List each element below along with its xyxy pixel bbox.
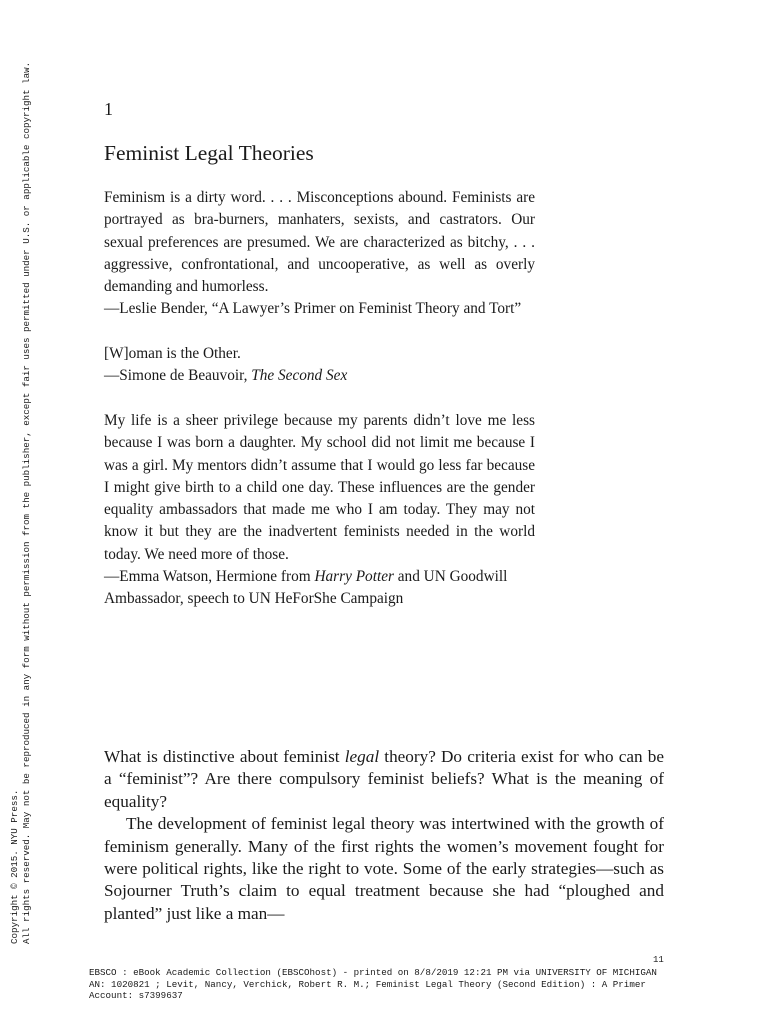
attribution-work-title: Harry Potter (314, 568, 394, 586)
attribution-author: —Emma Watson, Hermione from (104, 568, 315, 586)
footer-line-2: AN: 1020821 ; Levit, Nancy, Verchick, Robert R. M.; Feminist Legal Theory (Second Edition) : A Primer (89, 978, 646, 990)
chapter-title: Feminist Legal Theories (104, 141, 314, 165)
epigraphs (104, 187, 535, 633)
attribution-detail: and UN Goodwill Ambassador, speech to UN HeForShe Campaign (104, 568, 508, 608)
epigraph-attribution (104, 365, 535, 387)
epigraph-quote: Feminism is a dirty word. . . . Misconceptions abound. Feminists are portrayed as bra-burners, manhaters, sexists, and castrators. Our sexual preferences are presumed. We are characterized as bitchy, . . . aggressive, confrontational, and uncooperative, as well as overly demanding and humorless. (104, 189, 535, 296)
body-text-emphasis: legal (344, 747, 380, 766)
body-paragraph-1 (104, 746, 664, 813)
copyright-notice-line-2: All rights reserved. May not be reproduced in any form without permission from the publisher, except fair uses permitted under U.S. or applicable copyright law. (21, 61, 32, 944)
page-number: 11 (653, 955, 664, 965)
body-text-run: theory? Do criteria exist for who can be a “feminist”? Are there compulsory feminist beliefs? What is the meaning of equality? (104, 747, 664, 811)
body-text-run: What is distinctive about feminist (104, 747, 345, 766)
body-paragraph-2: The development of feminist legal theory was intertwined with the growth of feminism generally. Many of the first rights the women’s movement fought for were political rights, like the right to vote. Some of the early strategies—such as Sojourner Truth’s claim to equal treatment because she had “ploughed and planted” just like a man— (104, 814, 664, 923)
epigraph-attribution: —Leslie Bender, “A Lawyer’s Primer on Feminist Theory and Tort” (104, 300, 522, 318)
footer-line-1: EBSCO : eBook Academic Collection (EBSCOhost) - printed on 8/8/2019 12:21 PM via UNIVERSITY OF MICHIGAN (89, 967, 657, 978)
epigraph-watson (104, 410, 535, 611)
chapter-number: 1 (104, 99, 113, 119)
epigraph-beauvoir (104, 343, 535, 388)
epigraph-attribution (104, 566, 535, 611)
footer-line-3: Account: s7399637 (89, 990, 183, 1002)
attribution-author: —Simone de Beauvoir, (104, 367, 252, 385)
copyright-notice-line-1: Copyright © 2015. NYU Press. (9, 789, 20, 944)
epigraph-quote: [W]oman is the Other. (104, 345, 241, 363)
attribution-work-title: The Second Sex (251, 367, 348, 385)
body-text (104, 746, 664, 925)
epigraph-bender (104, 187, 535, 321)
epigraph-quote: My life is a sheer privilege because my parents didn’t love me less because I was born a daughter. My school did not limit me because I was a girl. My mentors didn’t assume that I would go less far because I might give birth to a child one day. These influences are the gender equality ambassadors that made me who I am today. They may not know it but they are the inadvertent feminists needed in the world today. We need more of those. (104, 411, 535, 563)
ebsco-footer (89, 967, 659, 1002)
copyright-notice (9, 62, 33, 944)
